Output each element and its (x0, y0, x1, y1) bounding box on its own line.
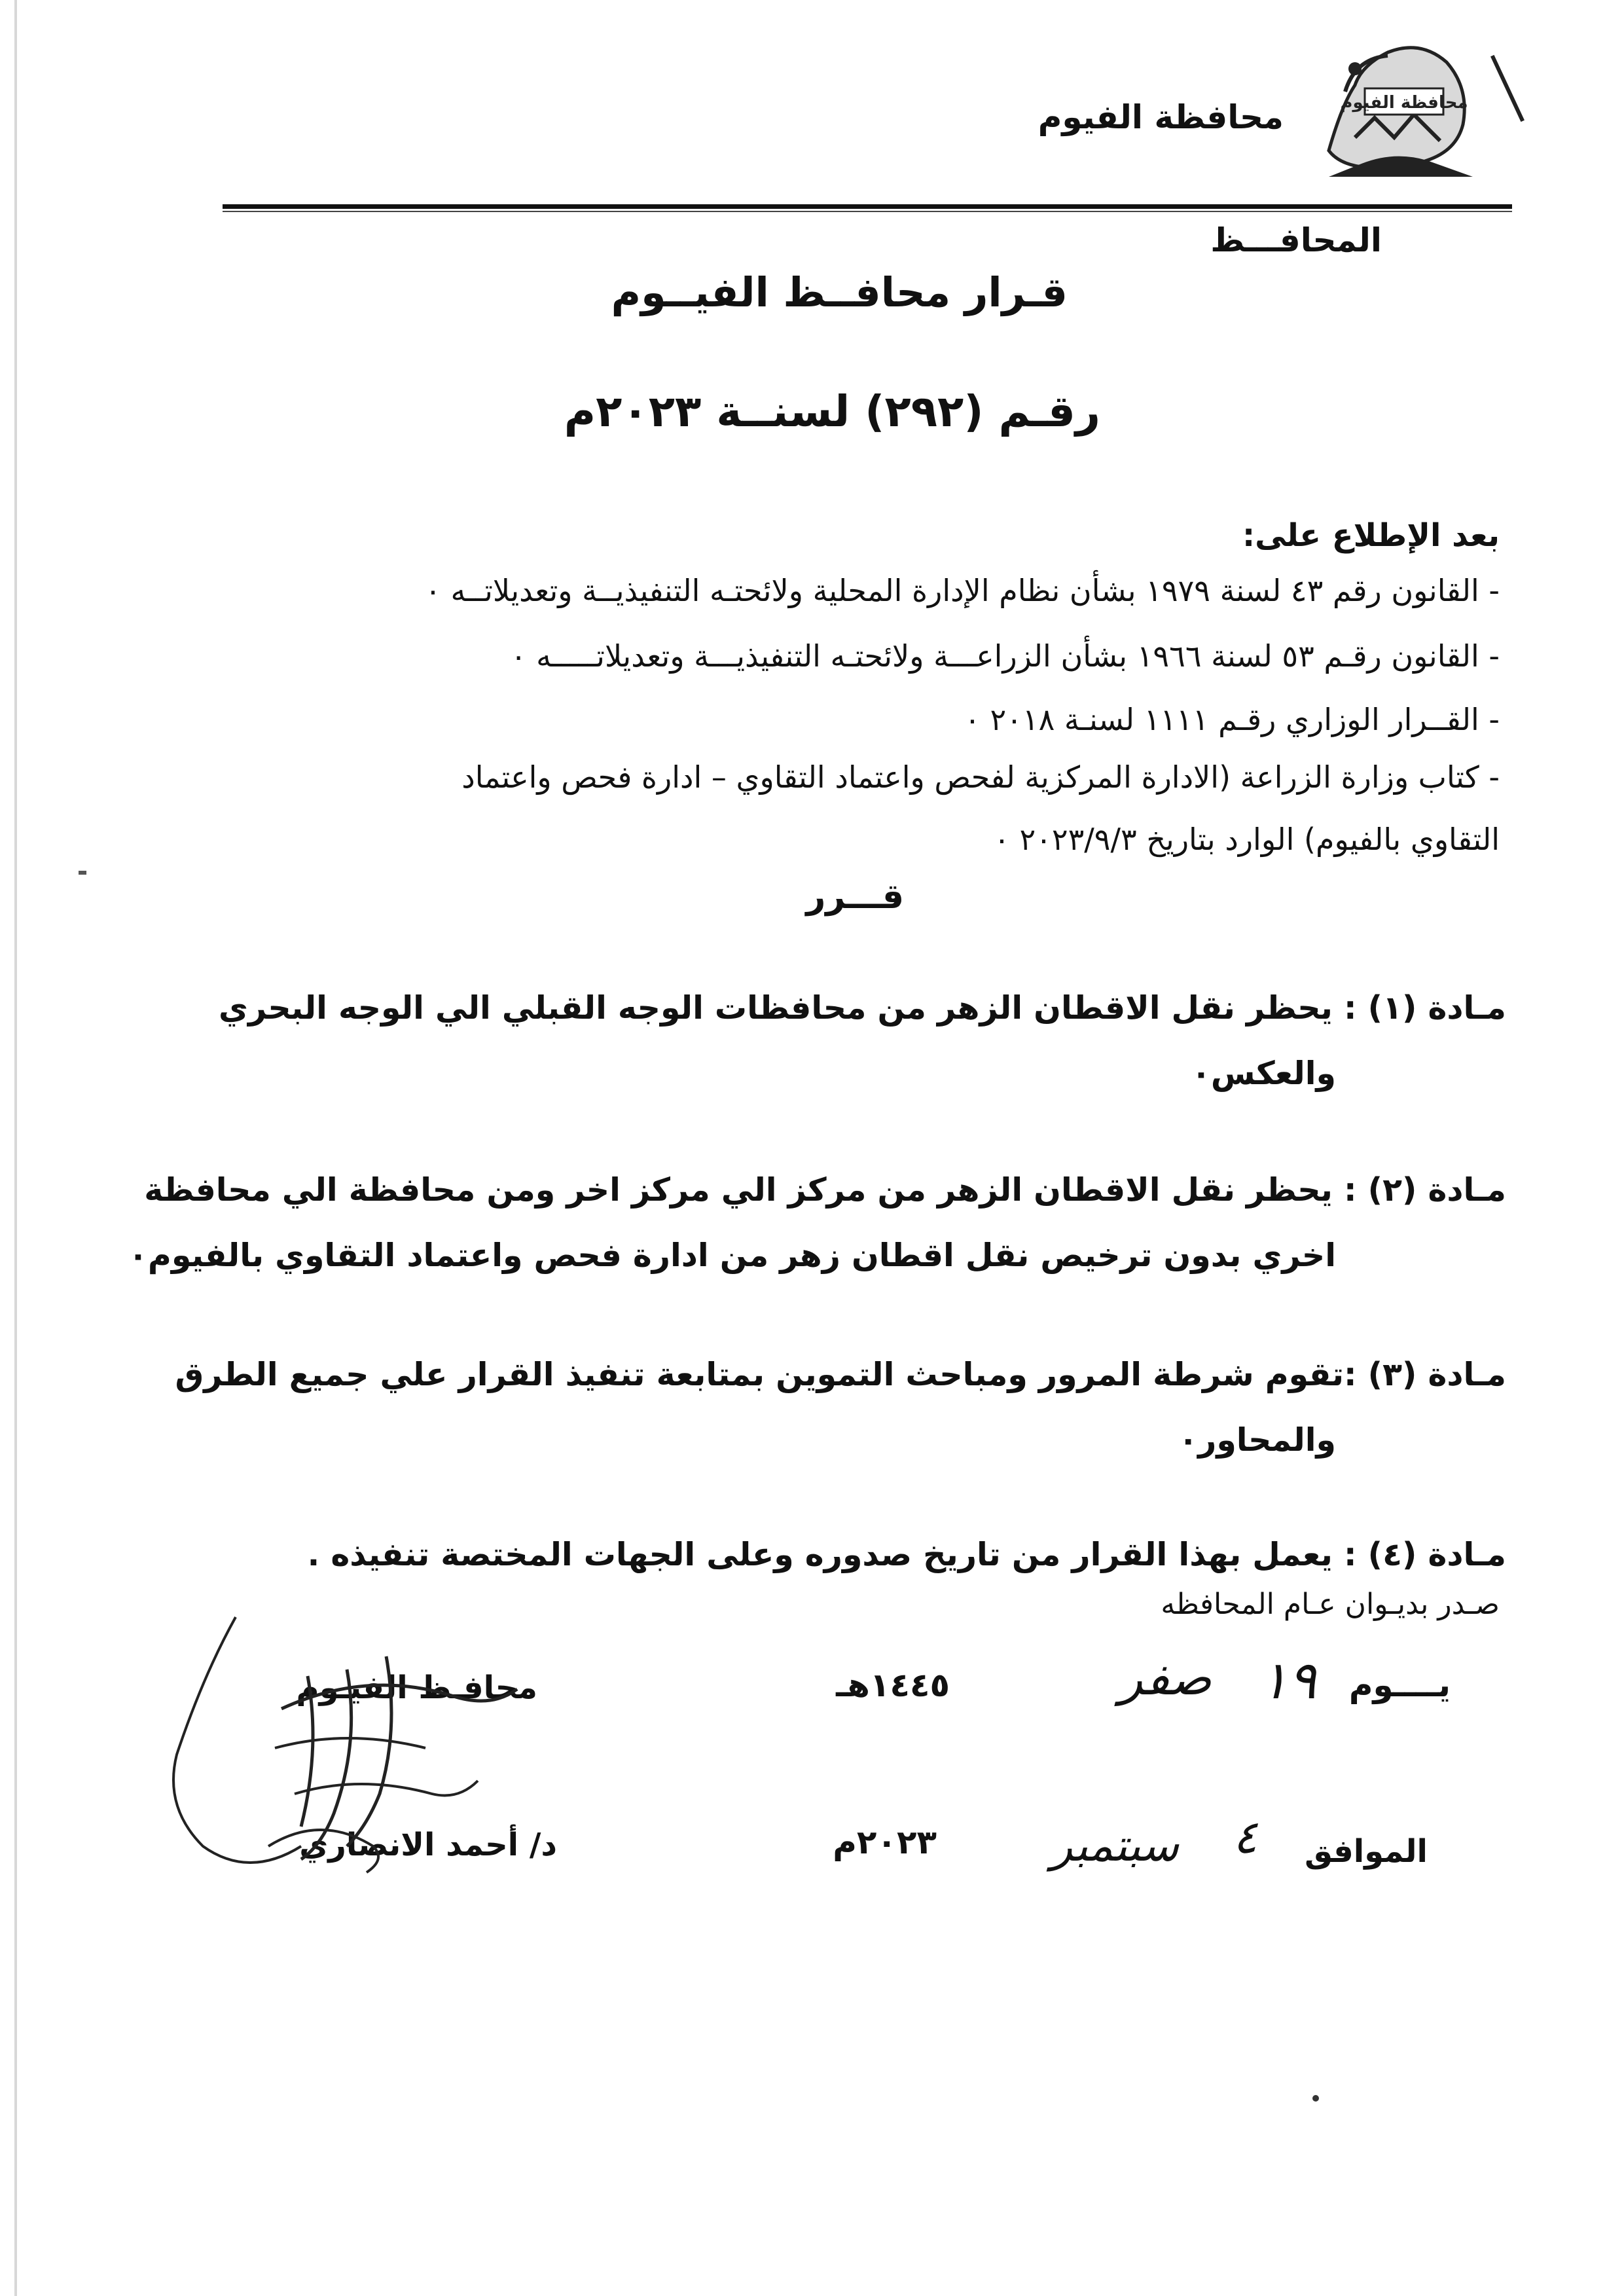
article-line: مـادة (٤) : يعمل بهذا القرار من تاريخ صدوره وعلى الجهات المختصة تنفيذه . (307, 1536, 1506, 1573)
margin-mark (1490, 55, 1525, 122)
preamble-item: - كتاب وزارة الزراعة (الادارة المركزية لفحص واعتماد التقاوي – ادارة فحص واعتماد (461, 759, 1500, 795)
preamble-intro: بعد الإطلاع على: (1242, 517, 1500, 554)
logo-text: محافظة الفيوم (1340, 93, 1468, 113)
scan-speck (1312, 2095, 1319, 2102)
preamble-item: - القــرار الوزاري رقـم ١١١١ لسنـة ٢٠١٨ ٠ (964, 702, 1500, 737)
header-rule-thin (223, 211, 1512, 212)
scan-speck (79, 871, 86, 875)
handwritten-signature (151, 1597, 556, 1899)
signatory-title: محافـظ الفيـوم (296, 1669, 537, 1706)
header-rule (223, 204, 1512, 209)
article-3 (125, 1342, 1506, 1473)
decided-heading: قـــرر (806, 877, 904, 917)
signatory-name: د/ أحمد الانصاري (299, 1827, 557, 1863)
hijri-day: ١٩ (1260, 1650, 1316, 1711)
scan-edge (14, 0, 17, 2296)
article-line: اخري بدون ترخيص نقل اقطان زهر من ادارة فحص واعتماد التقاوي بالفيوم٠ (128, 1237, 1336, 1274)
article-line: والمحاور٠ (1178, 1421, 1336, 1459)
decision-title: قـرار محافــظ الفيــوم (611, 268, 1068, 316)
preamble-item: - القانون رقم ٤٣ لسنة ١٩٧٩ بشأن نظام الإدارة المحلية ولائحتـه التنفيذيــة وتعديلاتــه ٠ (425, 573, 1500, 608)
governorate-name: محافظة الفيوم (1038, 98, 1284, 136)
issued-line: صـدر بديـوان عـام المحافظه (1161, 1588, 1500, 1621)
article-1 (125, 975, 1506, 1106)
article-4 (125, 1522, 1506, 1588)
day-label: يــــوم (1348, 1666, 1451, 1704)
hijri-year: ١٤٤٥هـ (836, 1666, 950, 1704)
article-line: مـادة (٢) : يحظر نقل الاقطان الزهر من مركز الي مركز اخر ومن محافظة الي محافظة (144, 1171, 1506, 1209)
article-line: مـادة (١) : يحظر نقل الاقطان الزهر من محافظات الوجه القبلي الي الوجه البحري (219, 989, 1506, 1027)
preamble-item: - القانون رقـم ٥٣ لسنة ١٩٦٦ بشأن الزراعـــة ولائحتـه التنفيذيـــة وتعديلاتـــــه ٠ (510, 638, 1500, 674)
decision-number: رقـم (٢٩٢) لسنــة ٢٠٢٣م (564, 386, 1100, 437)
preamble-item: التقاوي بالفيوم) الوارد بتاريخ ٢٠٢٣/٩/٣ ٠ (994, 822, 1500, 857)
greg-year: ٢٠٢٣م (833, 1823, 937, 1861)
hijri-month: صفر (1119, 1650, 1212, 1706)
governorate-logo-icon (1316, 26, 1479, 177)
article-line: والعكس٠ (1191, 1055, 1336, 1092)
corresponding-label: الموافق (1305, 1833, 1428, 1870)
greg-day: ٤ (1233, 1810, 1257, 1864)
article-2 (125, 1157, 1506, 1288)
office-label: المحافـــظ (1210, 221, 1382, 259)
article-line: مـادة (٣) :تقوم شرطة المرور ومباحث التموين بمتابعة تنفيذ القرار علي جميع الطرق (175, 1356, 1506, 1393)
greg-month: سبتمبر (1051, 1820, 1179, 1872)
